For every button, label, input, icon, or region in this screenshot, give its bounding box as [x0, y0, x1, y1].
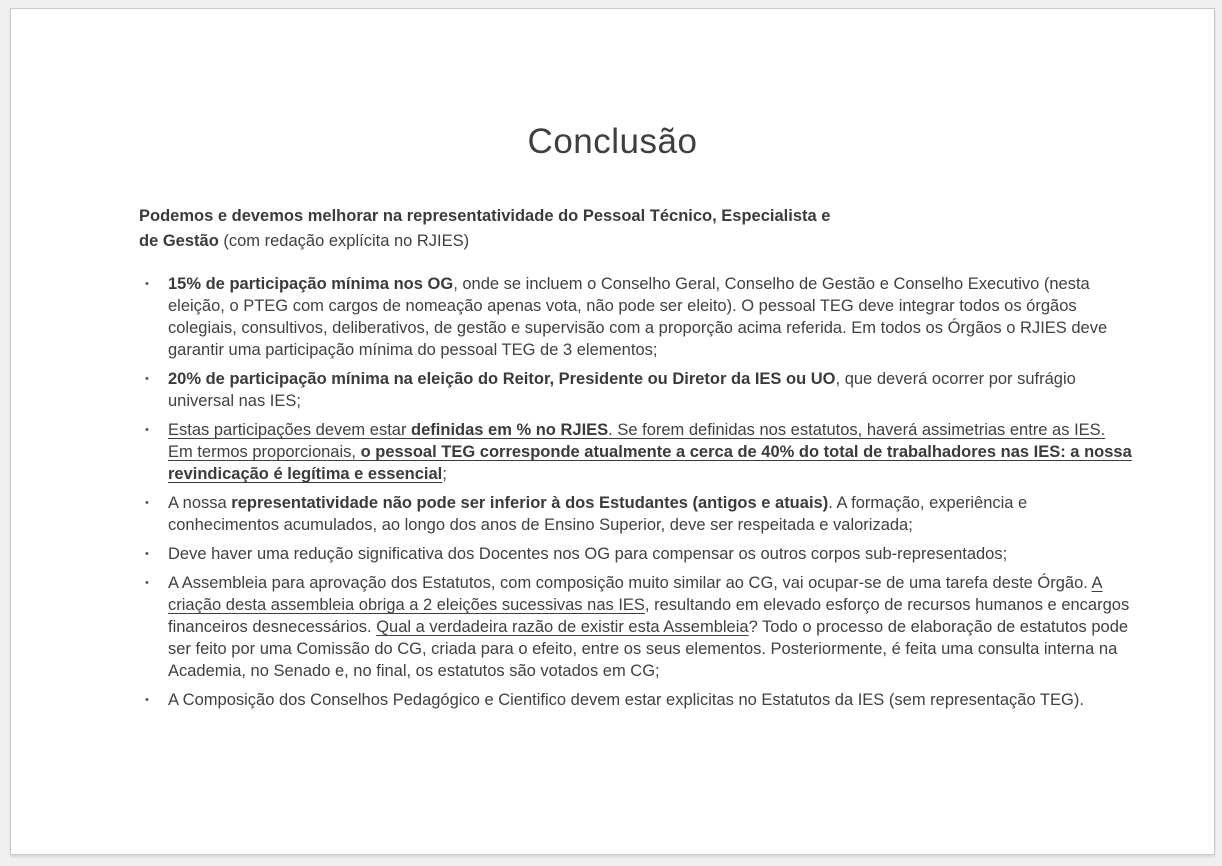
text-segment: ? Todo o processo de elaboração de estatutos pode ser feito por uma Comissão do CG, criada para o efeito, entre os seus elementos. Posteriormente, é feita uma consulta interna na Academia, no Senado e, no final, os estatutos são votados em CG; — [168, 618, 1129, 680]
text-segment: (com redação explícita no RJIES) — [223, 232, 470, 250]
text-segment: A nossa — [168, 494, 232, 512]
text-segment: Deve haver uma redução significativa dos Docentes nos OG para compensar os outros corpos sub-representados; — [168, 545, 1008, 563]
bullet-item — [139, 273, 1134, 361]
text-segment: . A formação, experiência e conhecimentos acumulados, ao longo dos anos de Ensino Superior, deve ser respeitada e valorizada; — [168, 494, 1028, 534]
bullet-text — [168, 574, 1129, 680]
text-segment: Estas participações devem estar — [168, 421, 412, 439]
text-segment: A criação desta assembleia obriga a 2 eleições sucessivas nas IES — [168, 574, 1103, 614]
bullet-text — [168, 691, 1084, 709]
bullet-item — [139, 572, 1134, 682]
text-segment: Podemos e devemos melhorar na representatividade do Pessoal Técnico, Especialista e — [139, 207, 831, 225]
intro-paragraph — [139, 204, 1154, 254]
bullet-marker-icon: • — [145, 278, 149, 290]
bullet-text — [168, 421, 1132, 483]
slide-title: Conclusão — [527, 122, 698, 161]
bullet-marker-icon: • — [145, 694, 149, 706]
bullet-marker-icon: • — [145, 577, 149, 589]
bullet-text — [168, 275, 1107, 359]
bullet-item — [139, 492, 1134, 536]
text-segment: A Assembleia para aprovação dos Estatutos, com composição muito similar ao CG, vai ocupar-se de uma tarefa deste Órgão. — [168, 574, 1092, 592]
bullet-text — [168, 494, 1027, 534]
text-segment: ; — [442, 465, 447, 483]
bullet-marker-icon: • — [145, 373, 149, 385]
text-segment: definidas em % no RJIES — [411, 421, 609, 439]
bullet-item — [139, 689, 1134, 711]
bullet-item — [139, 368, 1134, 412]
text-segment: A Composição dos Conselhos Pedagógico e Cientifico devem estar explicitas no Estatutos da IES (sem representação TEG). — [168, 691, 1084, 709]
text-segment: . Se forem definidas nos estatutos, haverá assimetrias entre as IES. Em termos proporcionais, — [168, 421, 1106, 461]
bullet-marker-icon: • — [145, 424, 149, 436]
bullet-marker-icon: • — [145, 497, 149, 509]
text-segment: , onde se incluem o Conselho Geral, Conselho de Gestão e Conselho Executivo (nesta eleição, o PTEG com cargos de nomeação apenas vota, não pode ser eleito). O pessoal TEG deve integrar todos os órgãos colegiais, consultivos, deliberativos, de gestão e supervisão com a proporção acima referida. Em todos os Órgãos o RJIES deve garantir uma participação mínima do pessoal TEG de 3 elementos; — [168, 275, 1108, 359]
text-segment: , resultando em elevado esforço de recursos humanos e encargos financeiros desnecessários. — [168, 596, 1130, 636]
text-segment: de Gestão — [139, 232, 224, 250]
bullet-item — [139, 543, 1134, 565]
bullet-text — [168, 545, 1007, 563]
bullet-item — [139, 419, 1134, 485]
text-segment: Qual a verdadeira razão de existir esta Assembleia — [376, 618, 749, 636]
bullet-marker-icon: • — [145, 548, 149, 560]
presentation-slide — [10, 8, 1215, 855]
text-segment: representatividade não pode ser inferior à dos Estudantes (antigos e atuais) — [231, 494, 829, 512]
text-segment: , que deverá ocorrer por sufrágio universal nas IES; — [168, 370, 1076, 410]
text-segment: 15% de participação mínima nos OG — [168, 275, 454, 293]
bullet-text — [168, 370, 1076, 410]
text-segment: o pessoal TEG corresponde atualmente a cerca de 40% do total de trabalhadores nas IES: a nossa revindicação é legítima e essencial — [168, 443, 1132, 483]
text-segment: 20% de participação mínima na eleição do Reitor, Presidente ou Diretor da IES ou UO — [168, 370, 836, 388]
bullet-list — [11, 273, 1214, 711]
